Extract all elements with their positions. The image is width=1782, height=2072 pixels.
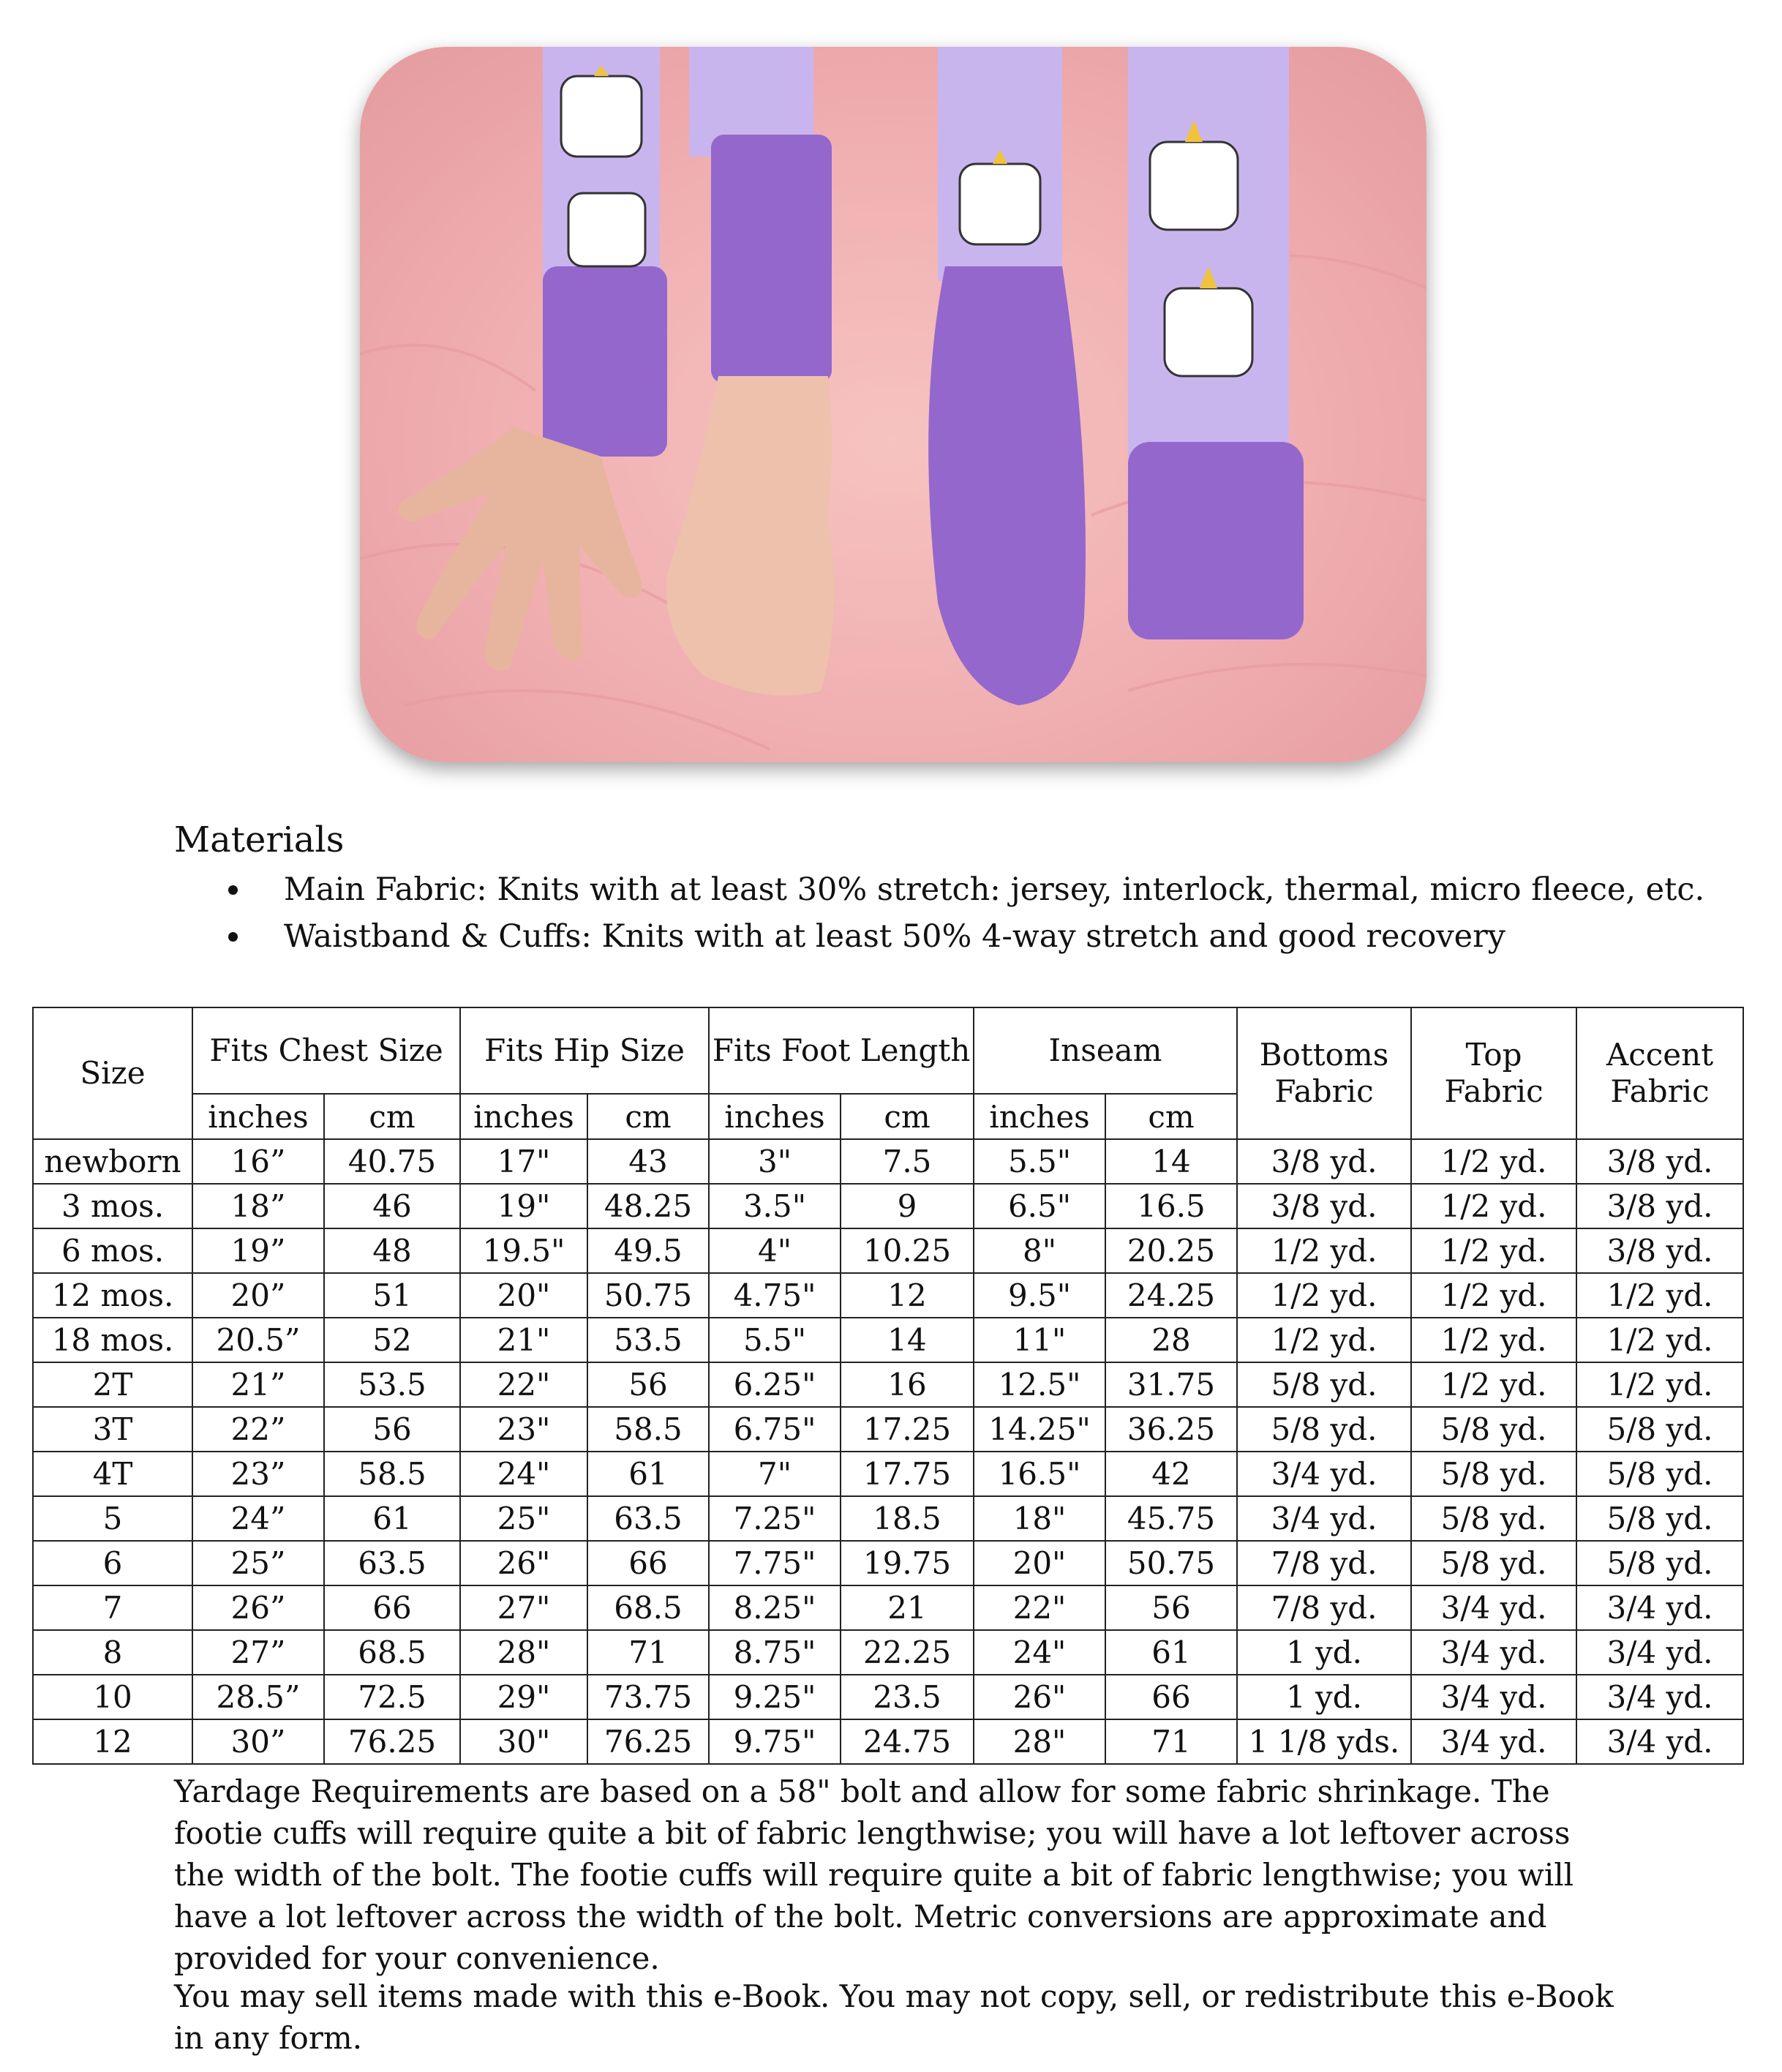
table-cell: 10: [33, 1675, 192, 1719]
table-cell: 6.75": [709, 1407, 841, 1452]
table-cell: 3 mos.: [33, 1184, 192, 1228]
table-cell: 3/8 yd.: [1237, 1139, 1411, 1184]
table-cell: 68.5: [324, 1630, 460, 1675]
header-size: Size: [33, 1007, 192, 1139]
table-cell: 16”: [192, 1139, 324, 1184]
table-cell: 22": [974, 1585, 1105, 1630]
table-cell: 21”: [192, 1362, 324, 1407]
table-cell: newborn: [33, 1139, 192, 1184]
table-cell: 6.5": [974, 1184, 1105, 1228]
table-cell: 27": [460, 1585, 587, 1630]
subheader-cm: cm: [841, 1094, 974, 1139]
table-cell: 49.5: [587, 1228, 709, 1273]
table-row: [33, 1496, 1743, 1541]
table-cell: 50.75: [587, 1273, 709, 1318]
table-cell: 3/8 yd.: [1237, 1184, 1411, 1228]
table-cell: 2T: [33, 1362, 192, 1407]
table-cell: 20”: [192, 1273, 324, 1318]
table-cell: 3.5": [709, 1184, 841, 1228]
table-cell: 12: [841, 1273, 974, 1318]
table-cell: 53.5: [587, 1318, 709, 1362]
table-cell: 23": [460, 1407, 587, 1452]
table-cell: 72.5: [324, 1675, 460, 1719]
table-cell: 1 yd.: [1237, 1675, 1411, 1719]
table-cell: 20.25: [1105, 1228, 1237, 1273]
table-row: [33, 1228, 1743, 1273]
table-cell: 16: [841, 1362, 974, 1407]
product-photo: [360, 47, 1426, 762]
table-cell: 17.75: [841, 1452, 974, 1496]
table-cell: 73.75: [587, 1675, 709, 1719]
table-cell: 22.25: [841, 1630, 974, 1675]
table-row: [33, 1630, 1743, 1675]
table-row: [33, 1184, 1743, 1228]
table-cell: 6: [33, 1541, 192, 1585]
table-cell: 10.25: [841, 1228, 974, 1273]
table-cell: 1/2 yd.: [1411, 1318, 1576, 1362]
license-note: You may sell items made with this e-Book. You may not copy, sell, or redistribute this e-Book in any form.: [174, 1978, 1614, 2056]
table-cell: 1 1/8 yds.: [1237, 1719, 1411, 1764]
table-cell: 19.75: [841, 1541, 974, 1585]
yardage-note: Yardage Requirements are based on a 58" bolt and allow for some fabric shrinkage. The footie cuffs will require quite a bit of fabric lengthwise; you will have a lot leftover across the width of the bolt. The footie cuffs will require quite a bit of fabric lengthwise; you will have a lot leftover across the width of the bolt. Metric conversions are approximate and provided for your convenience.: [174, 1773, 1574, 1976]
table-cell: 28: [1105, 1318, 1237, 1362]
table-cell: 3/8 yd.: [1576, 1228, 1743, 1273]
table-cell: 58.5: [324, 1452, 460, 1496]
table-cell: 28": [460, 1630, 587, 1675]
table-cell: 5/8 yd.: [1411, 1541, 1576, 1585]
table-cell: 53.5: [324, 1362, 460, 1407]
table-cell: 48.25: [587, 1184, 709, 1228]
table-cell: 56: [587, 1362, 709, 1407]
table-cell: 22": [460, 1362, 587, 1407]
table-cell: 7": [709, 1452, 841, 1496]
table-cell: 40.75: [324, 1139, 460, 1184]
table-cell: 3/8 yd.: [1576, 1184, 1743, 1228]
table-cell: 17.25: [841, 1407, 974, 1452]
table-cell: 12.5": [974, 1362, 1105, 1407]
table-row: [33, 1407, 1743, 1452]
table-cell: 14: [841, 1318, 974, 1362]
table-cell: 19.5": [460, 1228, 587, 1273]
table-cell: 58.5: [587, 1407, 709, 1452]
table-cell: 6.25": [709, 1362, 841, 1407]
table-cell: 19”: [192, 1228, 324, 1273]
table-cell: 9.5": [974, 1273, 1105, 1318]
table-cell: 14: [1105, 1139, 1237, 1184]
table-cell: 28.5”: [192, 1675, 324, 1719]
table-cell: 8.25": [709, 1585, 841, 1630]
table-row: [33, 1452, 1743, 1496]
header-accent-fabric: Accent Fabric: [1576, 1007, 1743, 1139]
materials-item-main-fabric: Main Fabric: Knits with at least 30% stretch: jersey, interlock, thermal, micro fleece, etc.: [212, 866, 1704, 913]
table-cell: 5/8 yd.: [1576, 1407, 1743, 1452]
table-cell: 61: [324, 1496, 460, 1541]
table-cell: 26": [460, 1541, 587, 1585]
table-row: [33, 1139, 1743, 1184]
table-cell: 17": [460, 1139, 587, 1184]
table-cell: 12 mos.: [33, 1273, 192, 1318]
table-cell: 9.25": [709, 1675, 841, 1719]
table-cell: 1/2 yd.: [1576, 1318, 1743, 1362]
table-cell: 6 mos.: [33, 1228, 192, 1273]
table-cell: 7.25": [709, 1496, 841, 1541]
table-cell: 63.5: [324, 1541, 460, 1585]
table-cell: 18": [974, 1496, 1105, 1541]
header-top-fabric: Top Fabric: [1411, 1007, 1576, 1139]
table-cell: 11": [974, 1318, 1105, 1362]
table-cell: 63.5: [587, 1496, 709, 1541]
table-cell: 4T: [33, 1452, 192, 1496]
table-cell: 3/4 yd.: [1411, 1585, 1576, 1630]
table-cell: 28": [974, 1719, 1105, 1764]
table-cell: 3/4 yd.: [1411, 1719, 1576, 1764]
table-cell: 56: [324, 1407, 460, 1452]
table-cell: 3/4 yd.: [1576, 1719, 1743, 1764]
table-cell: 1/2 yd.: [1411, 1184, 1576, 1228]
table-cell: 61: [587, 1452, 709, 1496]
table-cell: 26”: [192, 1585, 324, 1630]
table-cell: 68.5: [587, 1585, 709, 1630]
table-cell: 3/4 yd.: [1576, 1585, 1743, 1630]
table-cell: 5/8 yd.: [1411, 1496, 1576, 1541]
table-cell: 7.5: [841, 1139, 974, 1184]
table-cell: 30”: [192, 1719, 324, 1764]
table-cell: 20.5”: [192, 1318, 324, 1362]
table-cell: 3/4 yd.: [1411, 1630, 1576, 1675]
table-cell: 24.75: [841, 1719, 974, 1764]
table-cell: 24.25: [1105, 1273, 1237, 1318]
header-foot-length: Fits Foot Length: [709, 1007, 974, 1094]
table-cell: 66: [587, 1541, 709, 1585]
table-cell: 1/2 yd.: [1411, 1273, 1576, 1318]
materials-list: [212, 866, 1704, 960]
table-cell: 51: [324, 1273, 460, 1318]
table-cell: 5.5": [974, 1139, 1105, 1184]
table-cell: 71: [587, 1630, 709, 1675]
table-cell: 3/4 yd.: [1411, 1675, 1576, 1719]
table-cell: 24": [974, 1630, 1105, 1675]
subheader-cm: cm: [1105, 1094, 1237, 1139]
table-cell: 26": [974, 1675, 1105, 1719]
table-cell: 48: [324, 1228, 460, 1273]
table-cell: 24": [460, 1452, 587, 1496]
table-cell: 21": [460, 1318, 587, 1362]
table-row: [33, 1585, 1743, 1630]
size-chart-table: [32, 1007, 1744, 1765]
table-cell: 3/8 yd.: [1576, 1139, 1743, 1184]
table-cell: 23”: [192, 1452, 324, 1496]
table-cell: 16.5: [1105, 1184, 1237, 1228]
table-cell: 42: [1105, 1452, 1237, 1496]
table-cell: 7.75": [709, 1541, 841, 1585]
table-cell: 36.25: [1105, 1407, 1237, 1452]
table-cell: 20": [460, 1273, 587, 1318]
table-cell: 1 yd.: [1237, 1630, 1411, 1675]
table-cell: 27”: [192, 1630, 324, 1675]
table-row: [33, 1273, 1743, 1318]
table-row: [33, 1541, 1743, 1585]
table-cell: 3/4 yd.: [1576, 1675, 1743, 1719]
table-cell: 16.5": [974, 1452, 1105, 1496]
table-cell: 1/2 yd.: [1576, 1362, 1743, 1407]
table-cell: 76.25: [587, 1719, 709, 1764]
table-cell: 5/8 yd.: [1576, 1496, 1743, 1541]
table-cell: 9: [841, 1184, 974, 1228]
table-cell: 18”: [192, 1184, 324, 1228]
header-inseam: Inseam: [974, 1007, 1237, 1094]
table-cell: 1/2 yd.: [1237, 1318, 1411, 1362]
subheader-inches: inches: [192, 1094, 324, 1139]
table-cell: 21: [841, 1585, 974, 1630]
subheader-inches: inches: [974, 1094, 1105, 1139]
size-chart-body: [33, 1139, 1743, 1764]
table-cell: 23.5: [841, 1675, 974, 1719]
table-cell: 22”: [192, 1407, 324, 1452]
table-cell: 8: [33, 1630, 192, 1675]
table-cell: 3": [709, 1139, 841, 1184]
table-cell: 4": [709, 1228, 841, 1273]
table-cell: 14.25": [974, 1407, 1105, 1452]
table-cell: 1/2 yd.: [1411, 1139, 1576, 1184]
pajama-feet-illustration: [360, 47, 1426, 762]
table-cell: 29": [460, 1675, 587, 1719]
table-cell: 25": [460, 1496, 587, 1541]
table-cell: 1/2 yd.: [1576, 1273, 1743, 1318]
header-bottoms-fabric: Bottoms Fabric: [1237, 1007, 1411, 1139]
table-cell: 5/8 yd.: [1237, 1362, 1411, 1407]
materials-heading: Materials: [174, 819, 345, 860]
table-cell: 52: [324, 1318, 460, 1362]
table-cell: 3/4 yd.: [1576, 1630, 1743, 1675]
table-cell: 5: [33, 1496, 192, 1541]
table-cell: 3/4 yd.: [1237, 1496, 1411, 1541]
header-hip: Fits Hip Size: [460, 1007, 709, 1094]
table-cell: 4.75": [709, 1273, 841, 1318]
table-row: [33, 1719, 1743, 1764]
materials-item-waistband-cuffs: Waistband & Cuffs: Knits with at least 50% 4-way stretch and good recovery: [212, 913, 1704, 960]
table-cell: 12: [33, 1719, 192, 1764]
subheader-cm: cm: [587, 1094, 709, 1139]
subheader-cm: cm: [324, 1094, 460, 1139]
table-cell: 5/8 yd.: [1411, 1407, 1576, 1452]
table-cell: 66: [1105, 1675, 1237, 1719]
table-cell: 5.5": [709, 1318, 841, 1362]
table-cell: 7: [33, 1585, 192, 1630]
subheader-inches: inches: [709, 1094, 841, 1139]
table-cell: 7/8 yd.: [1237, 1585, 1411, 1630]
subheader-inches: inches: [460, 1094, 587, 1139]
table-cell: 24”: [192, 1496, 324, 1541]
table-cell: 3T: [33, 1407, 192, 1452]
table-cell: 45.75: [1105, 1496, 1237, 1541]
table-cell: 18.5: [841, 1496, 974, 1541]
table-cell: 1/2 yd.: [1237, 1273, 1411, 1318]
table-cell: 56: [1105, 1585, 1237, 1630]
table-cell: 31.75: [1105, 1362, 1237, 1407]
table-cell: 50.75: [1105, 1541, 1237, 1585]
table-cell: 7/8 yd.: [1237, 1541, 1411, 1585]
table-cell: 1/2 yd.: [1237, 1228, 1411, 1273]
header-chest: Fits Chest Size: [192, 1007, 460, 1094]
table-cell: 1/2 yd.: [1411, 1362, 1576, 1407]
table-cell: 71: [1105, 1719, 1237, 1764]
table-cell: 18 mos.: [33, 1318, 192, 1362]
table-cell: 30": [460, 1719, 587, 1764]
table-cell: 3/4 yd.: [1237, 1452, 1411, 1496]
table-cell: 8.75": [709, 1630, 841, 1675]
table-cell: 43: [587, 1139, 709, 1184]
table-cell: 1/2 yd.: [1411, 1228, 1576, 1273]
table-row: [33, 1362, 1743, 1407]
table-cell: 66: [324, 1585, 460, 1630]
table-row: [33, 1318, 1743, 1362]
table-cell: 5/8 yd.: [1411, 1452, 1576, 1496]
table-cell: 19": [460, 1184, 587, 1228]
table-cell: 5/8 yd.: [1237, 1407, 1411, 1452]
table-cell: 76.25: [324, 1719, 460, 1764]
table-cell: 5/8 yd.: [1576, 1541, 1743, 1585]
table-cell: 8": [974, 1228, 1105, 1273]
table-cell: 9.75": [709, 1719, 841, 1764]
table-cell: 5/8 yd.: [1576, 1452, 1743, 1496]
table-cell: 61: [1105, 1630, 1237, 1675]
table-cell: 20": [974, 1541, 1105, 1585]
table-cell: 25”: [192, 1541, 324, 1585]
table-row: [33, 1675, 1743, 1719]
table-cell: 46: [324, 1184, 460, 1228]
